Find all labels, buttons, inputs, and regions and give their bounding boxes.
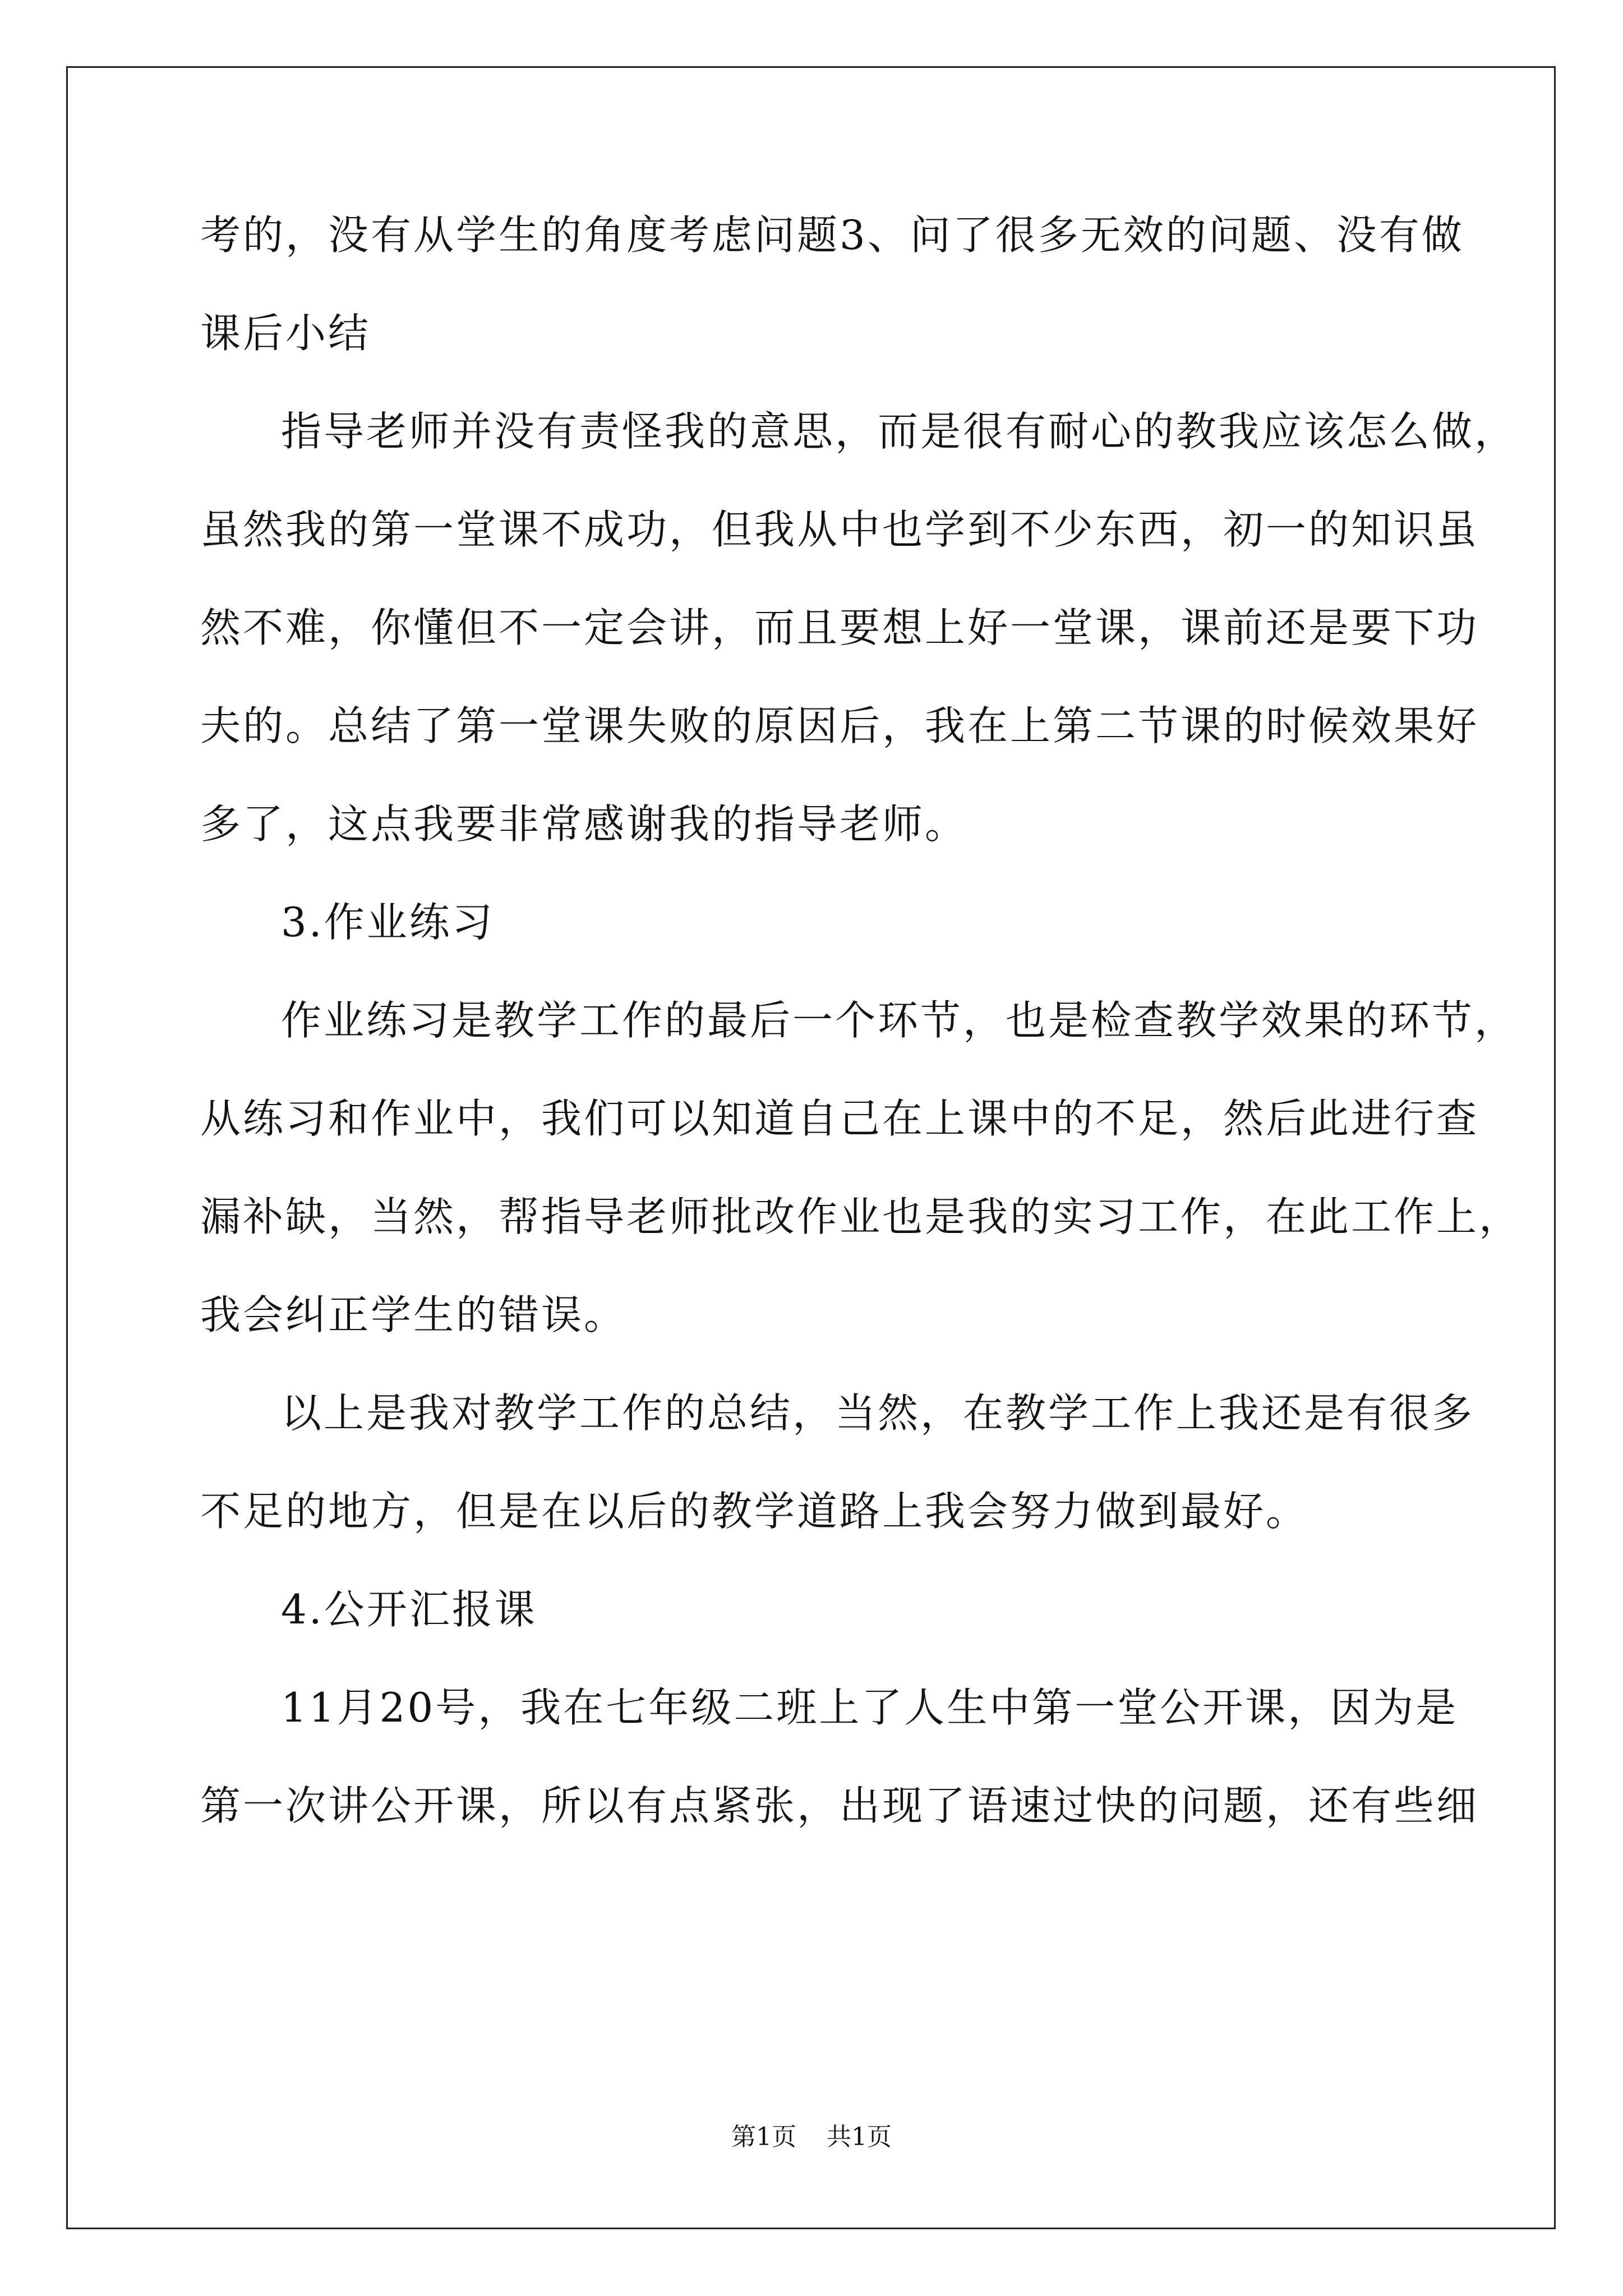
paragraph-start-line: 以上是我对教学工作的总结，当然，在教学工作上我还是有很多 <box>281 1389 1475 1437</box>
text-line: 从练习和作业中，我们可以知道自己在上课中的不足，然后此进行查 <box>200 1095 1479 1142</box>
text-line: 考的，没有从学生的角度考虑问题3、问了很多无效的问题、没有做 <box>200 211 1464 259</box>
paragraph-start-line: 11月20号，我在七年级二班上了人生中第一堂公开课，因为是 <box>281 1684 1459 1731</box>
text-line: 夫的。总结了第一堂课失败的原因后，我在上第二节课的时候效果好 <box>200 702 1479 749</box>
text-line: 然不难，你懂但不一定会讲，而且要想上好一堂课，课前还是要下功 <box>200 604 1479 651</box>
page-border <box>66 66 1556 2229</box>
text-line: 不足的地方，但是在以后的教学道路上我会努力做到最好。 <box>200 1488 1309 1535</box>
section-heading: 4.公开汇报课 <box>281 1586 537 1633</box>
text-line: 我会纠正学生的错误。 <box>200 1291 627 1338</box>
text-line: 虽然我的第一堂课不成功，但我从中也学到不少东西，初一的知识虽 <box>200 506 1479 553</box>
paragraph-start-line: 指导老师并没有责怪我的意思，而是很有耐心的教我应该怎么做， <box>281 408 1518 455</box>
page-number: 第1页 <box>731 2123 796 2151</box>
text-line: 第一次讲公开课，所以有点紧张，出现了语速过快的问题，还有些细 <box>200 1782 1479 1829</box>
text-line: 课后小结 <box>200 310 371 357</box>
text-line: 多了，这点我要非常感谢我的指导老师。 <box>200 800 968 848</box>
text-line: 漏补缺，当然，帮指导老师批改作业也是我的实习工作，在此工作上， <box>200 1193 1522 1240</box>
page-footer <box>0 2122 1623 2153</box>
section-heading: 3.作业练习 <box>281 899 495 946</box>
paragraph-start-line: 作业练习是教学工作的最后一个环节，也是检查教学效果的环节， <box>281 997 1518 1044</box>
page-total: 共1页 <box>827 2123 892 2151</box>
